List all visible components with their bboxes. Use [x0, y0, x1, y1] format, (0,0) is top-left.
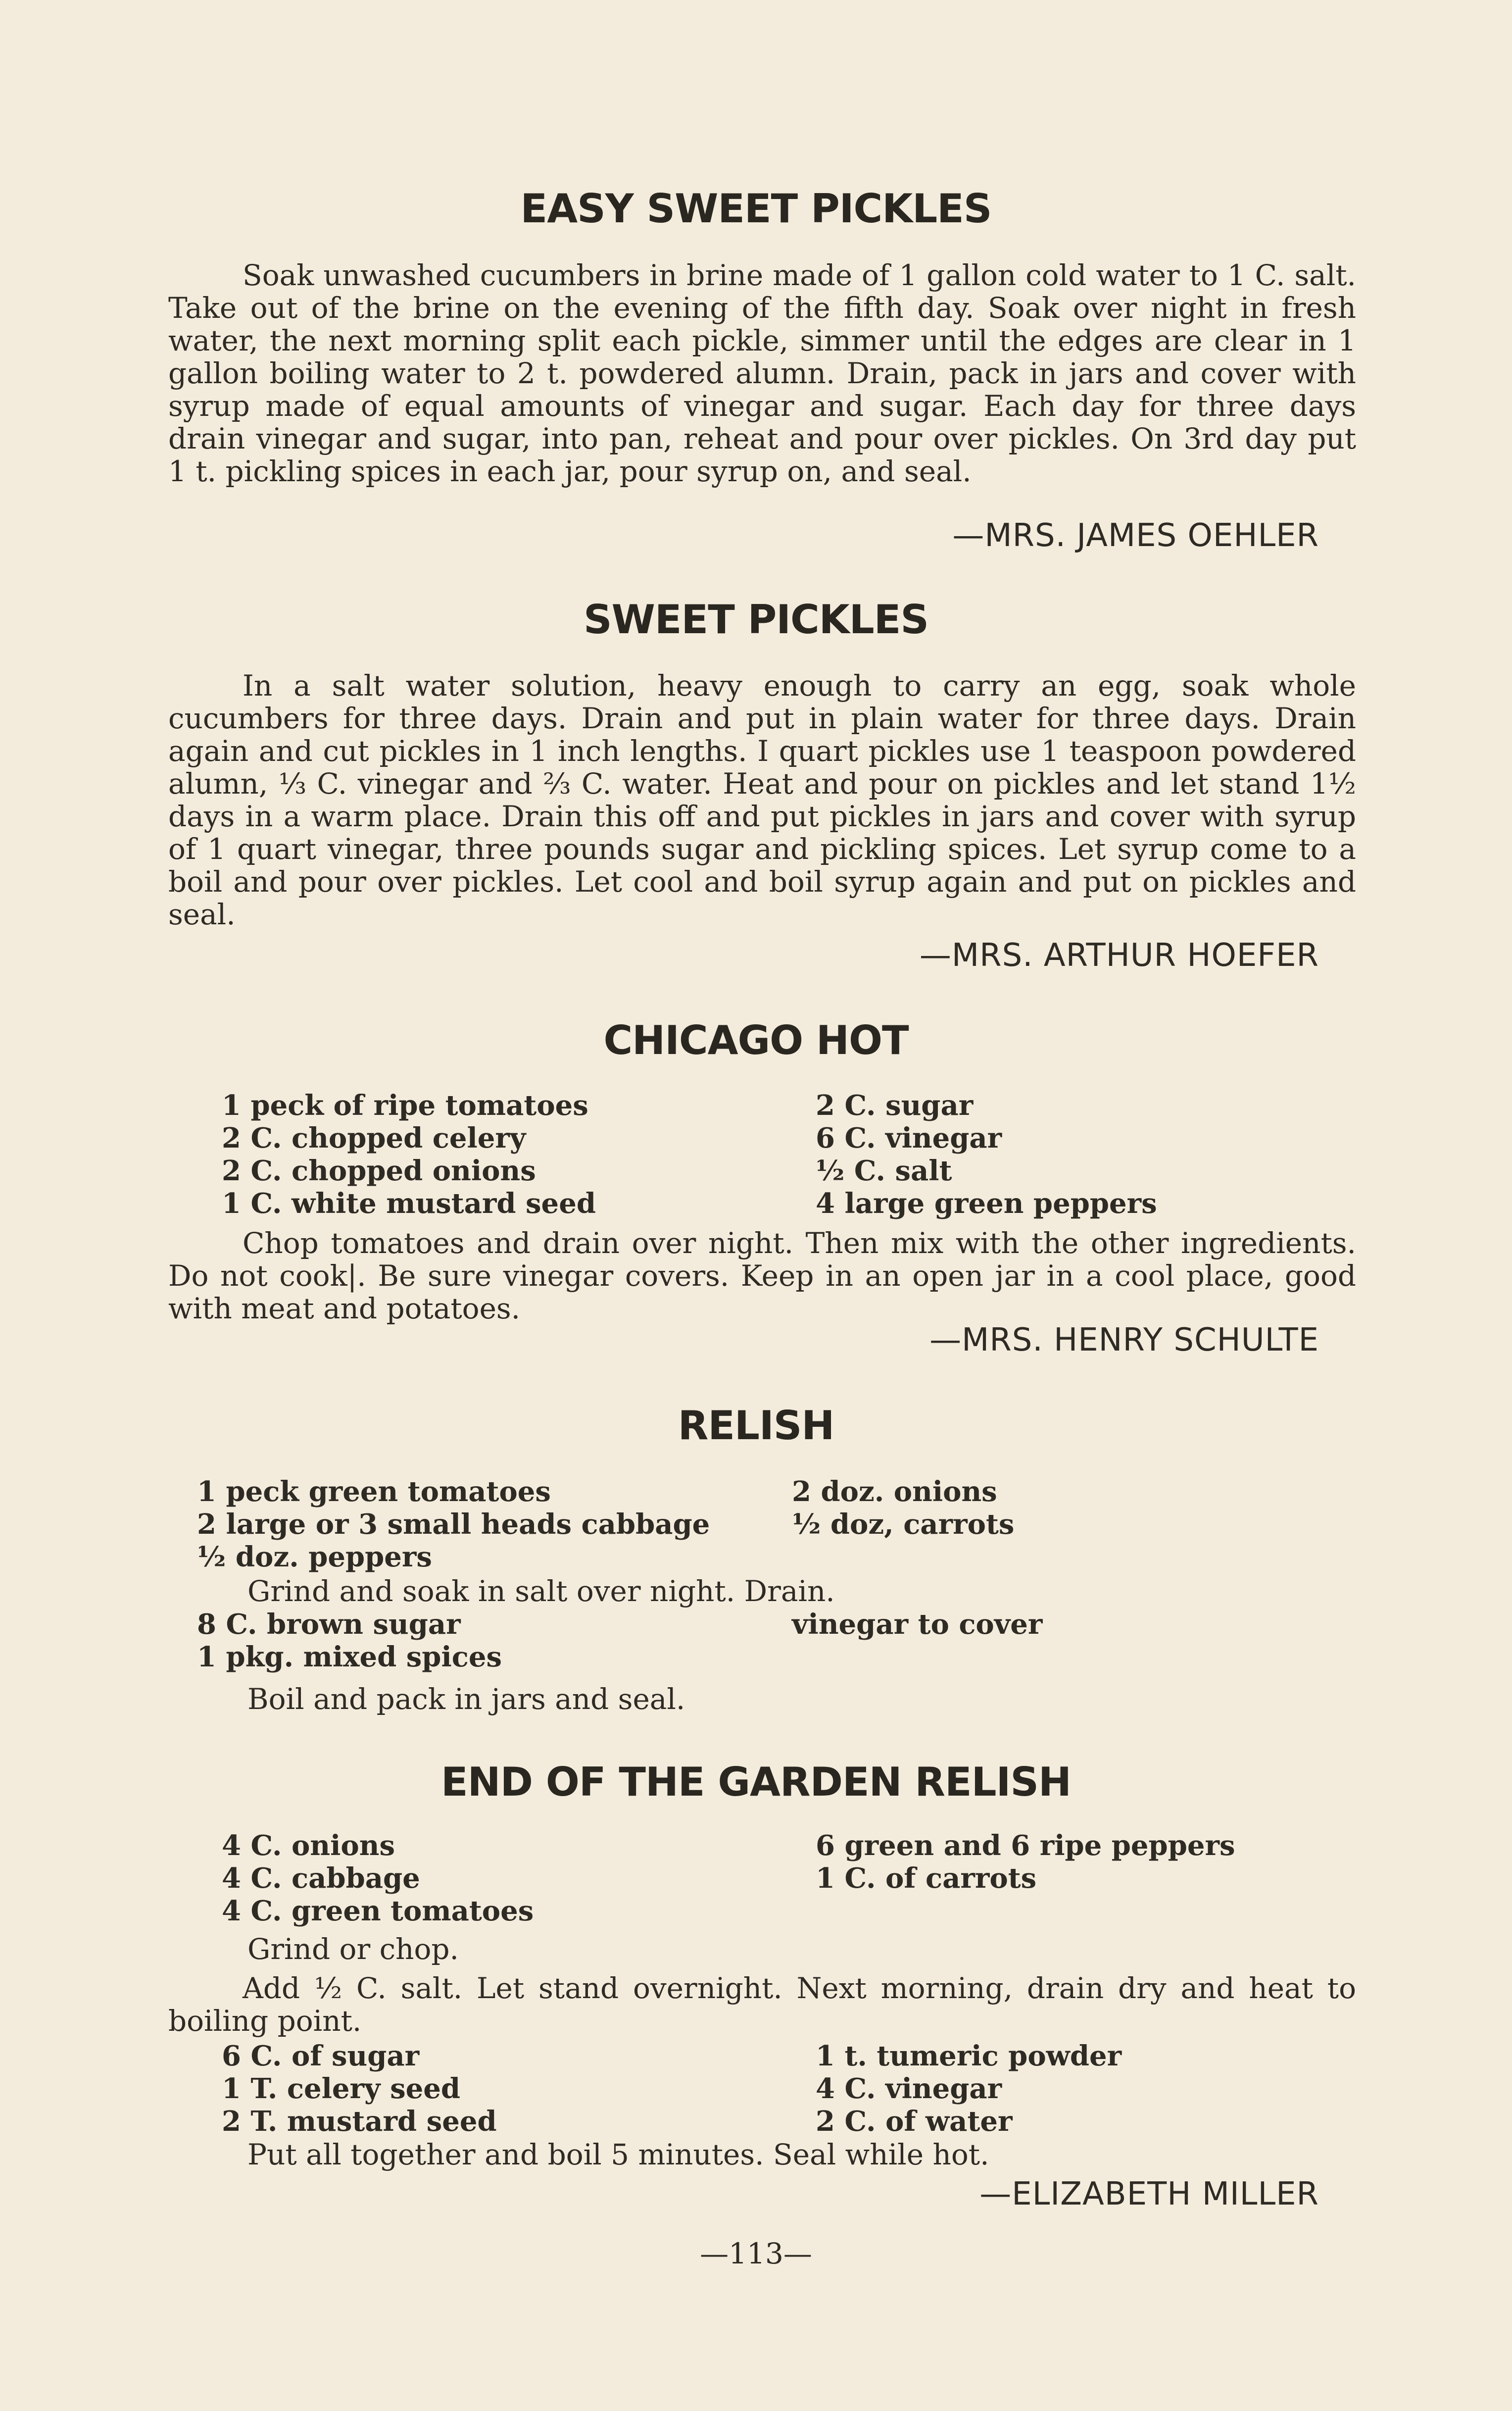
recipe-body: Chop tomatoes and drain over night. Then mix with the other ingredients. Do not cook|. Be sure vinegar covers. Keep in an open jar in a cool place, good with meat and potatoes.: [168, 1226, 1356, 1325]
ingredient: ½ doz, carrots: [792, 1508, 1015, 1541]
recipe-step: Add ½ C. salt. Let stand overnight. Next morning, drain dry and heat to boiling point.: [168, 1971, 1356, 2038]
recipe-title: RELISH: [678, 1403, 834, 1449]
ingredient: 6 C. vinegar: [816, 1122, 1002, 1155]
recipe-title: CHICAGO HOT: [603, 1017, 909, 1063]
ingredient: 4 C. green tomatoes: [222, 1895, 534, 1927]
ingredient: 1 pkg. mixed spices: [197, 1641, 502, 1673]
ingredient: 4 C. vinegar: [816, 2072, 1002, 2105]
recipe-title: SWEET PICKLES: [584, 597, 928, 643]
ingredient: 1 C. white mustard seed: [222, 1187, 596, 1220]
ingredient: 2 C. chopped onions: [222, 1155, 536, 1187]
ingredient: 2 large or 3 small heads cabbage: [197, 1508, 710, 1541]
recipe-body: Soak unwashed cucumbers in brine made of 1 gallon cold water to 1 C. salt. Take out of the brine on the evening of the fifth day. Soak over night in fresh water, the next morning split each pickle, simmer until the edges are clear in 1 gallon boiling water to 2 t. powdered alumn. Drain, pack in jars and cover with syrup made of equal amounts of vinegar and sugar. Each day for three days drain vinegar and sugar, into pan, reheat and pour over pickles. On 3rd day put 1 t. pickling spices in each jar, pour syrup on, and seal.: [168, 258, 1356, 488]
ingredient: 6 green and 6 ripe peppers: [816, 1829, 1235, 1862]
ingredient: 4 large green peppers: [816, 1187, 1157, 1220]
recipe-author: —MRS. ARTHUR HOEFER: [919, 937, 1319, 974]
ingredient: ½ doz. peppers: [197, 1541, 432, 1573]
recipe-author: —MRS. HENRY SCHULTE: [929, 1322, 1319, 1358]
recipe-title: END OF THE GARDEN RELISH: [441, 1759, 1071, 1805]
ingredient: 2 C. chopped celery: [222, 1122, 526, 1155]
ingredient: 1 T. celery seed: [222, 2072, 461, 2105]
recipe-author: —ELIZABETH MILLER: [979, 2176, 1319, 2212]
ingredient: 1 peck green tomatoes: [197, 1475, 551, 1508]
recipe-step: Boil and pack in jars and seal.: [247, 1682, 685, 1716]
recipe-body: In a salt water solution, heavy enough to carry an egg, soak whole cucumbers for three days. Drain and put in plain water for three days. Drain again and cut pickles in 1 inch lengths. I quart pickles use 1 teaspoon powdered alumn, ⅓ C. vinegar and ⅔ C. water. Heat and pour on pickles and let stand 1½ days in a warm place. Drain this off and put pickles in jars and cover with syrup of 1 quart vinegar, three pounds sugar and pickling spices. Let syrup come to a boil and pour over pickles. Let cool and boil syrup again and put on pickles and seal.: [168, 669, 1356, 931]
ingredient: 4 C. onions: [222, 1829, 395, 1862]
ingredient: 6 C. of sugar: [222, 2040, 420, 2072]
recipe-step: Grind and soak in salt over night. Drain.: [247, 1574, 835, 1608]
ingredient: 1 peck of ripe tomatoes: [222, 1089, 588, 1122]
recipe-step: Put all together and boil 5 minutes. Seal while hot.: [247, 2138, 989, 2171]
ingredient: 1 C. of carrots: [816, 1862, 1037, 1895]
ingredient: 1 t. tumeric powder: [816, 2040, 1122, 2072]
ingredient: ½ C. salt: [816, 1155, 952, 1187]
recipe-title: EASY SWEET PICKLES: [520, 186, 992, 232]
recipe-author: —MRS. JAMES OEHLER: [952, 517, 1319, 554]
ingredient: vinegar to cover: [792, 1608, 1043, 1641]
recipe-step: Grind or chop.: [247, 1932, 459, 1966]
ingredient: 4 C. cabbage: [222, 1862, 420, 1895]
ingredient: 8 C. brown sugar: [197, 1608, 461, 1641]
ingredient: 2 T. mustard seed: [222, 2105, 497, 2138]
ingredient: 2 C. sugar: [816, 1089, 974, 1122]
page-number: —113—: [700, 2237, 812, 2270]
ingredient: 2 doz. onions: [792, 1475, 997, 1508]
ingredient: 2 C. of water: [816, 2105, 1013, 2138]
